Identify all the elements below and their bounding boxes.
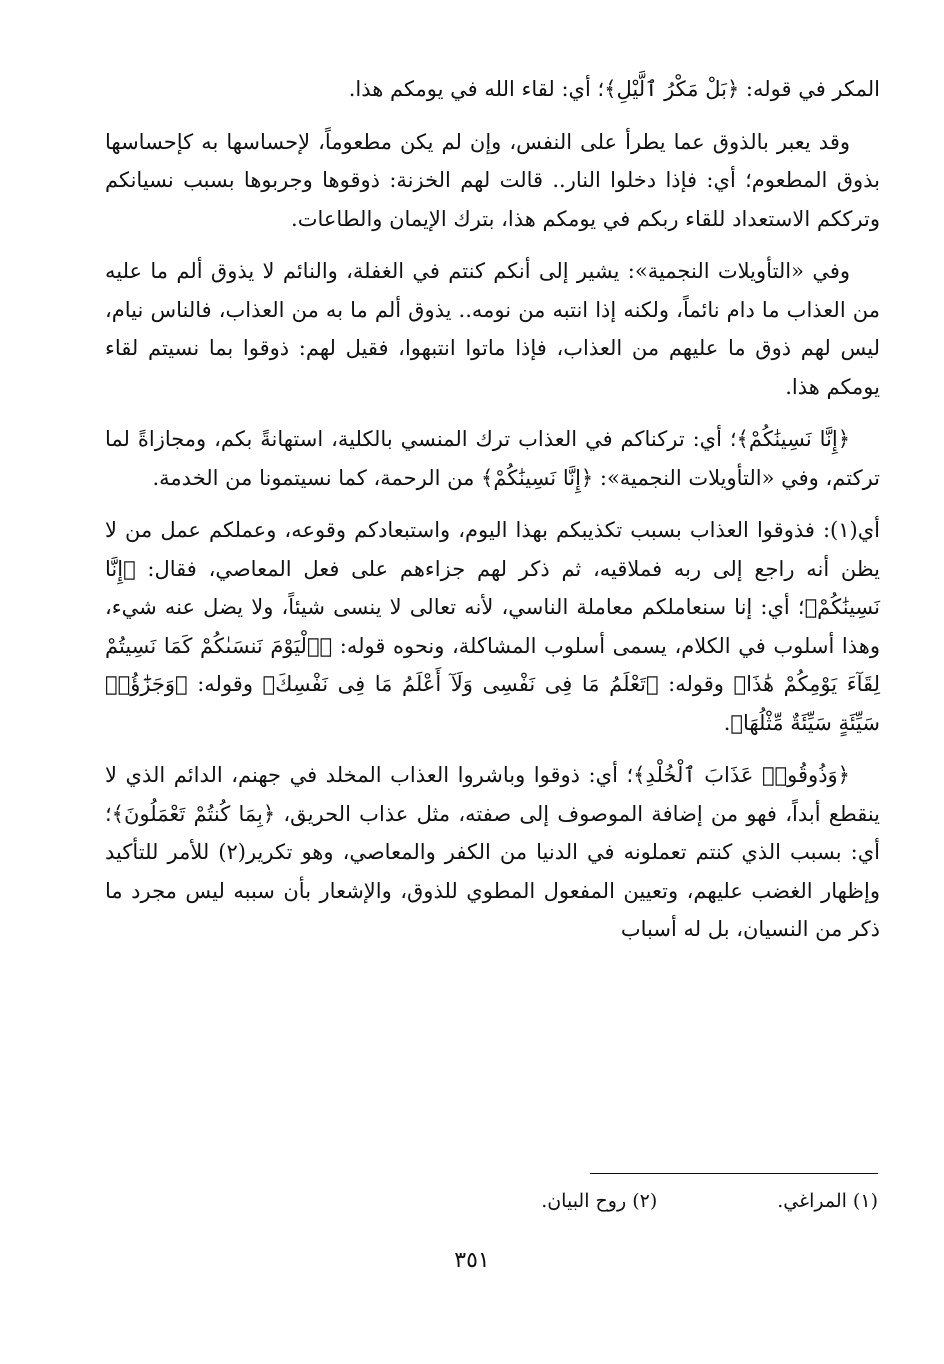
paragraph-2: وقد يعبر بالذوق عما يطرأ على النفس، وإن لم يكن مطعوماً، لإحساسها به كإحساسها بذوق المطعوم؛ أي: فإذا دخلوا النار.. قالت لهم الخزنة: ذوقوها وجربوها بسبب نسيانكم وترككم الاستعداد للقاء ربكم في يومكم هذا، بترك الإيمان والطاعات. — [105, 129, 880, 231]
paragraph-4: ﴿إِنَّا نَسِينَٰكُمْ﴾؛ أي: تركناكم في العذاب ترك المنسي بالكلية، استهانةً بكم، ومجازاةً لما تركتم، وفي «التأويلات النجمية»: ﴿إِنَّا نَسِينَٰكُمْ﴾ من الرحمة، كما نسيتمونا من الخدمة. — [105, 427, 880, 490]
footnote-divider — [590, 1173, 878, 1174]
paragraph-5: أي(١): فذوقوا العذاب بسبب تكذيبكم بهذا اليوم، واستبعادكم وقوعه، وعملكم عمل من لا يظن أنه راجع إلى ربه فملاقيه، ثم ذكر لهم جزاءهم على فعل المعاصي، فقال: ﴿إِنَّا نَسِينَٰكُمْ﴾؛ أي: إنا سنعاملكم معاملة الناسي، لأنه تعالى لا ينسى شيئاً، ولا يضل عنه شيء، وهذا أسلوب في الكلام، يسمى أسلوب المشاكلة، ونحوه قوله: ﴿ٱلْيَوْمَ نَنسَىٰكُمْ كَمَا نَسِيتُمْ لِقَآءَ يَوْمِكُمْ هَٰذَا﴾ وقوله: ﴿تَعْلَمُ مَا فِى نَفْسِى وَلَآ أَعْلَمُ مَا فِى نَفْسِكَ﴾ وقوله: ﴿وَجَزَٰٓؤُا۟ سَيِّئَةٍ سَيِّئَةٌ مِّثْلُهَا﴾. — [105, 518, 880, 735]
footnote-2: (٢) روح البيان. — [541, 1190, 658, 1212]
footnotes — [300, 1190, 878, 1212]
paragraph-1: المكر في قوله: ﴿بَلْ مَكْرُ ٱلَّيْلِ﴾؛ أي: لقاء الله في يومكم هذا. — [348, 77, 880, 101]
page-number: ٣٥١ — [454, 1248, 490, 1273]
footnote-1: (١) المراغي. — [777, 1190, 878, 1212]
paragraph-3: وفي «التأويلات النجمية»: يشير إلى أنكم كنتم في الغفلة، والنائم لا يذوق ألم ما عليه من العذاب ما دام نائماً، ولكنه إذا انتبه من نومه.. يذوق ألم ما به من العذاب، فالناس نيام، ليس لهم ذوق ما عليهم من العذاب، فإذا ماتوا انتبهوا، فقيل لهم: ذوقوا بما نسيتم لقاء يومكم هذا. — [105, 259, 880, 399]
paragraph-6: ﴿وَذُوقُوا۟ عَذَابَ ٱلْخُلْدِ﴾؛ أي: ذوقوا وباشروا العذاب المخلد في جهنم، الدائم الذي لا ينقطع أبداً، فهو من إضافة الموصوف إلى صفته، مثل عذاب الحريق، ﴿بِمَا كُنتُمْ تَعْمَلُونَ﴾؛ أي: بسبب الذي كنتم تعملونه في الدنيا من الكفر والمعاصي، وهو تكرير(٢) للأمر للتأكيد وإظهار الغضب عليهم، وتعيين المفعول المطوي للذوق، والإشعار بأن سببه ليس مجرد ما ذكر من النسيان، بل له أسباب — [105, 763, 880, 941]
page-body — [105, 70, 880, 963]
